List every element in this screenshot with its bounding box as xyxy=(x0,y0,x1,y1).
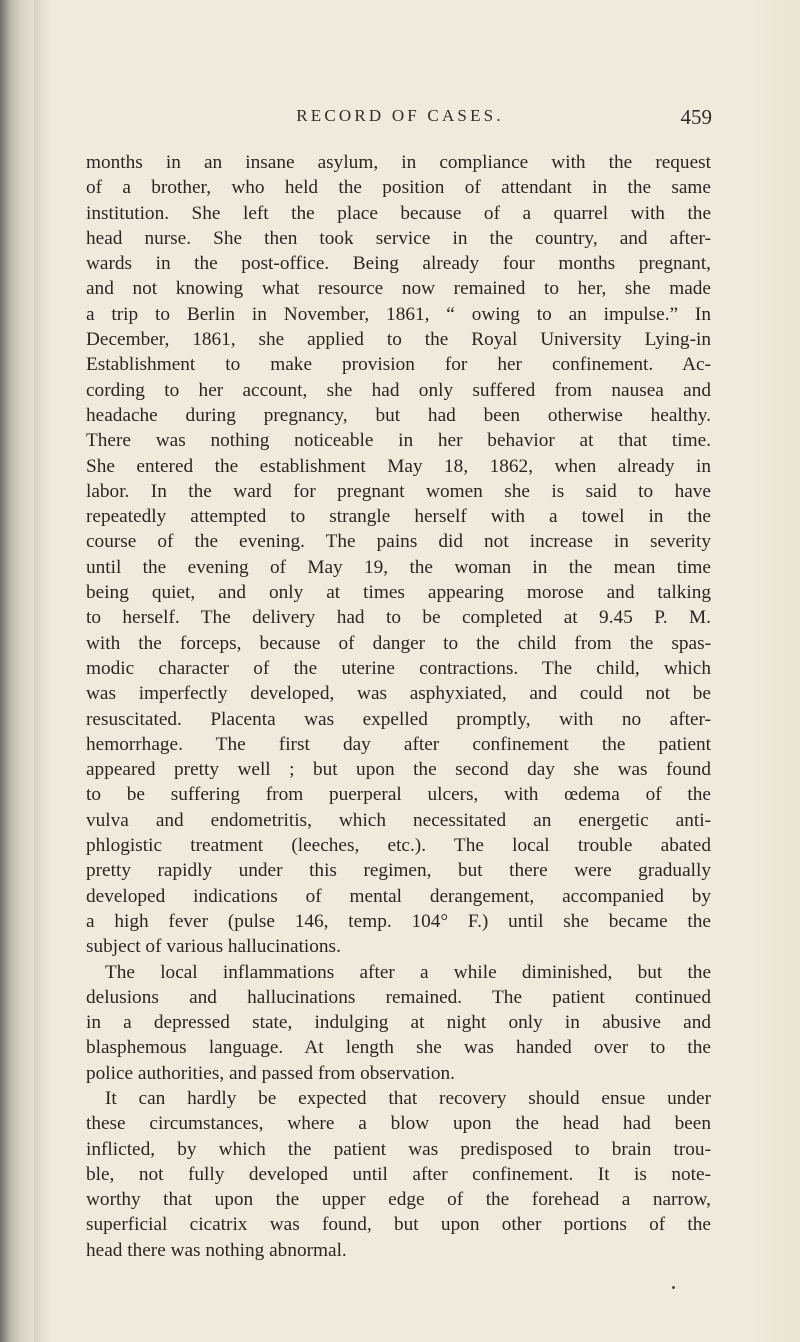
text-line: to be suffering from puerperal ulcers, with œdema of the xyxy=(86,784,711,806)
text-line: with the forceps, because of danger to the child from the spas- xyxy=(86,632,711,654)
paragraph-end-line: subject of various hallucinations. xyxy=(86,936,341,958)
text-line: phlogistic treatment (leeches, etc.). The local trouble abated xyxy=(86,835,711,857)
text-line: months in an insane asylum, in compliance with the request xyxy=(86,152,711,173)
text-line: resuscitated. Placenta was expelled promptly, with no after- xyxy=(86,708,711,730)
book-binding-edge xyxy=(0,0,34,1342)
paragraph-end-line: head there was nothing abnormal. xyxy=(86,1239,347,1261)
text-line: superficial cicatrix was found, but upon other portions of the xyxy=(86,1214,711,1236)
text-line: December, 1861, she applied to the Royal University Lying-in xyxy=(86,329,711,351)
text-line: being quiet, and only at times appearing morose and talking xyxy=(86,582,711,604)
paragraph-start-line: It can hardly be expected that recovery should ensue under xyxy=(105,1087,711,1109)
text-line: in a depressed state, indulging at night only in abusive and xyxy=(86,1012,711,1034)
text-line: labor. In the ward for pregnant women she is said to have xyxy=(86,480,711,502)
text-line: modic character of the uterine contractions. The child, which xyxy=(86,657,711,679)
text-line: wards in the post-office. Being already four months pregnant, xyxy=(86,253,711,275)
running-head: RECORD OF CASES. xyxy=(296,106,504,125)
text-line: There was nothing noticeable in her behavior at that time. xyxy=(86,430,711,452)
page-header xyxy=(88,106,712,136)
body-text xyxy=(86,150,711,1263)
text-line: Establishment to make provision for her confinement. Ac- xyxy=(86,354,711,376)
text-line: vulva and endometritis, which necessitated an energetic anti- xyxy=(86,809,711,831)
binding-shadow xyxy=(34,0,50,1342)
text-line: these circumstances, where a blow upon the head had been xyxy=(86,1113,711,1135)
text-line: blasphemous language. At length she was handed over to the xyxy=(86,1037,711,1059)
text-line: worthy that upon the upper edge of the forehead a narrow, xyxy=(86,1189,711,1211)
ink-speck xyxy=(672,1286,675,1289)
text-line: course of the evening. The pains did not increase in severity xyxy=(86,531,711,553)
text-line: to herself. The delivery had to be completed at 9.45 P. M. xyxy=(86,607,711,629)
text-line: until the evening of May 19, the woman in the mean time xyxy=(86,556,711,578)
text-line: a trip to Berlin in November, 1861, “ owing to an impulse.” In xyxy=(86,303,711,325)
text-line: ble, not fully developed until after confinement. It is note- xyxy=(86,1163,711,1185)
paragraph-start-line: The local inflammations after a while diminished, but the xyxy=(105,961,711,983)
text-line: cording to her account, she had only suffered from nausea and xyxy=(86,379,711,401)
text-line: pretty rapidly under this regimen, but there were gradually xyxy=(86,860,711,882)
text-line: of a brother, who held the position of attendant in the same xyxy=(86,177,711,199)
text-line: She entered the establishment May 18, 1862, when already in xyxy=(86,455,711,477)
paragraph-end-line: police authorities, and passed from observation. xyxy=(86,1062,455,1084)
text-line: a high fever (pulse 146, temp. 104° F.) until she became the xyxy=(86,910,711,932)
text-line: hemorrhage. The first day after confinement the patient xyxy=(86,733,711,755)
text-line: inflicted, by which the patient was predisposed to brain trou- xyxy=(86,1138,711,1160)
text-line: developed indications of mental derangement, accompanied by xyxy=(86,885,711,907)
text-line: appeared pretty well ; but upon the second day she was found xyxy=(86,759,711,781)
text-line: headache during pregnancy, but had been otherwise healthy. xyxy=(86,404,711,426)
text-line: and not knowing what resource now remained to her, she made xyxy=(86,278,711,300)
text-line: head nurse. She then took service in the country, and after- xyxy=(86,227,711,249)
page-number: 459 xyxy=(680,105,712,129)
text-line: repeatedly attempted to strangle herself with a towel in the xyxy=(86,506,711,528)
text-line: was imperfectly developed, was asphyxiated, and could not be xyxy=(86,683,711,705)
text-line: institution. She left the place because of a quarrel with the xyxy=(86,202,711,224)
text-line: delusions and hallucinations remained. The patient continued xyxy=(86,986,711,1008)
